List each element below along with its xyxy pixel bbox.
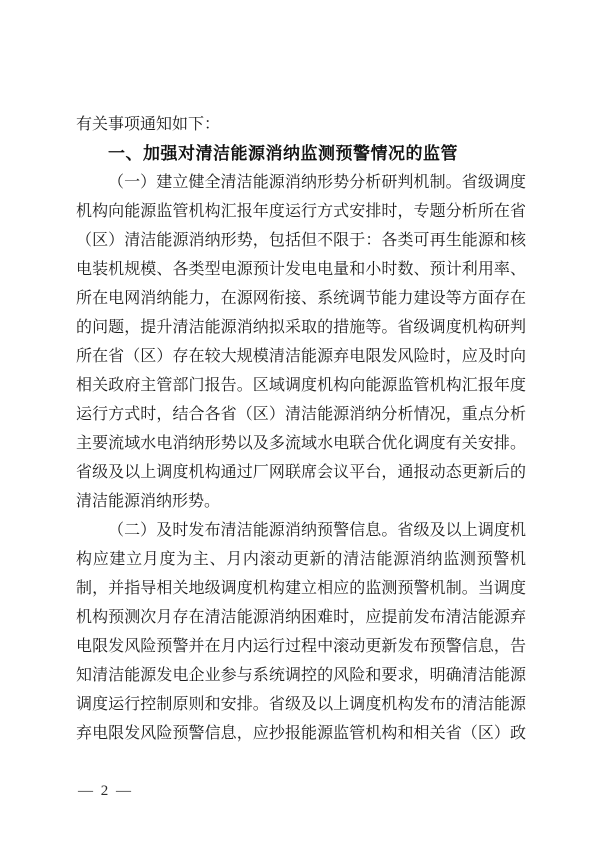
text-line: 机构预测次月存在清洁能源消纳困难时，应提前发布清洁能源弃	[76, 609, 526, 626]
text-line: 主要流域水电消纳形势以及多流域水电联合优化调度有关安排。	[76, 435, 526, 452]
text-line: 调度运行控制原则和安排。省级及以上调度机构发布的清洁能源	[76, 696, 526, 713]
text-line: 电装机规模、各类型电源预计发电电量和小时数、预计利用率、	[76, 261, 526, 278]
text-line: 弃电限发风险预警信息，应抄报能源监管机构和相关省（区）政	[76, 725, 526, 742]
text-line: 知清洁能源发电企业参与系统调控的风险和要求，明确清洁能源	[76, 667, 526, 684]
text-line: 机构向能源监管机构汇报年度运行方式安排时，专题分析所在省	[76, 203, 526, 220]
section-heading: 一、加强对清洁能源消纳监测预警情况的监管	[108, 144, 458, 163]
text-line: 运行方式时，结合各省（区）清洁能源消纳分析情况，重点分析	[76, 406, 526, 423]
text-line: 的问题，提升清洁能源消纳拟采取的措施等。省级调度机构研判	[76, 319, 526, 336]
text-line: 有关事项通知如下：	[76, 116, 221, 133]
page-number: — 2 —	[78, 783, 133, 799]
text-line: （二）及时发布清洁能源消纳预警信息。省级及以上调度机	[108, 522, 526, 539]
text-line: （区）清洁能源消纳形势，包括但不限于：各类可再生能源和核	[76, 232, 526, 249]
text-line: 所在省（区）存在较大规模清洁能源弃电限发风险时，应及时向	[76, 348, 526, 365]
text-line: 所在电网消纳能力，在源网衔接、系统调节能力建设等方面存在	[76, 290, 526, 307]
text-line: 省级及以上调度机构通过厂网联席会议平台，通报动态更新后的	[76, 464, 526, 481]
text-line: （一）建立健全清洁能源消纳形势分析研判机制。省级调度	[108, 174, 526, 191]
document-body	[76, 110, 526, 748]
text-line: 电限发风险预警并在月内运行过程中滚动更新发布预警信息，告	[76, 638, 526, 655]
text-line: 制，并指导相关地级调度机构建立相应的监测预警机制。当调度	[76, 580, 526, 597]
text-line: 构应建立月度为主、月内滚动更新的清洁能源消纳监测预警机	[76, 551, 526, 568]
text-line: 相关政府主管部门报告。区域调度机构向能源监管机构汇报年度	[76, 377, 526, 394]
text-line: 清洁能源消纳形势。	[76, 493, 221, 510]
